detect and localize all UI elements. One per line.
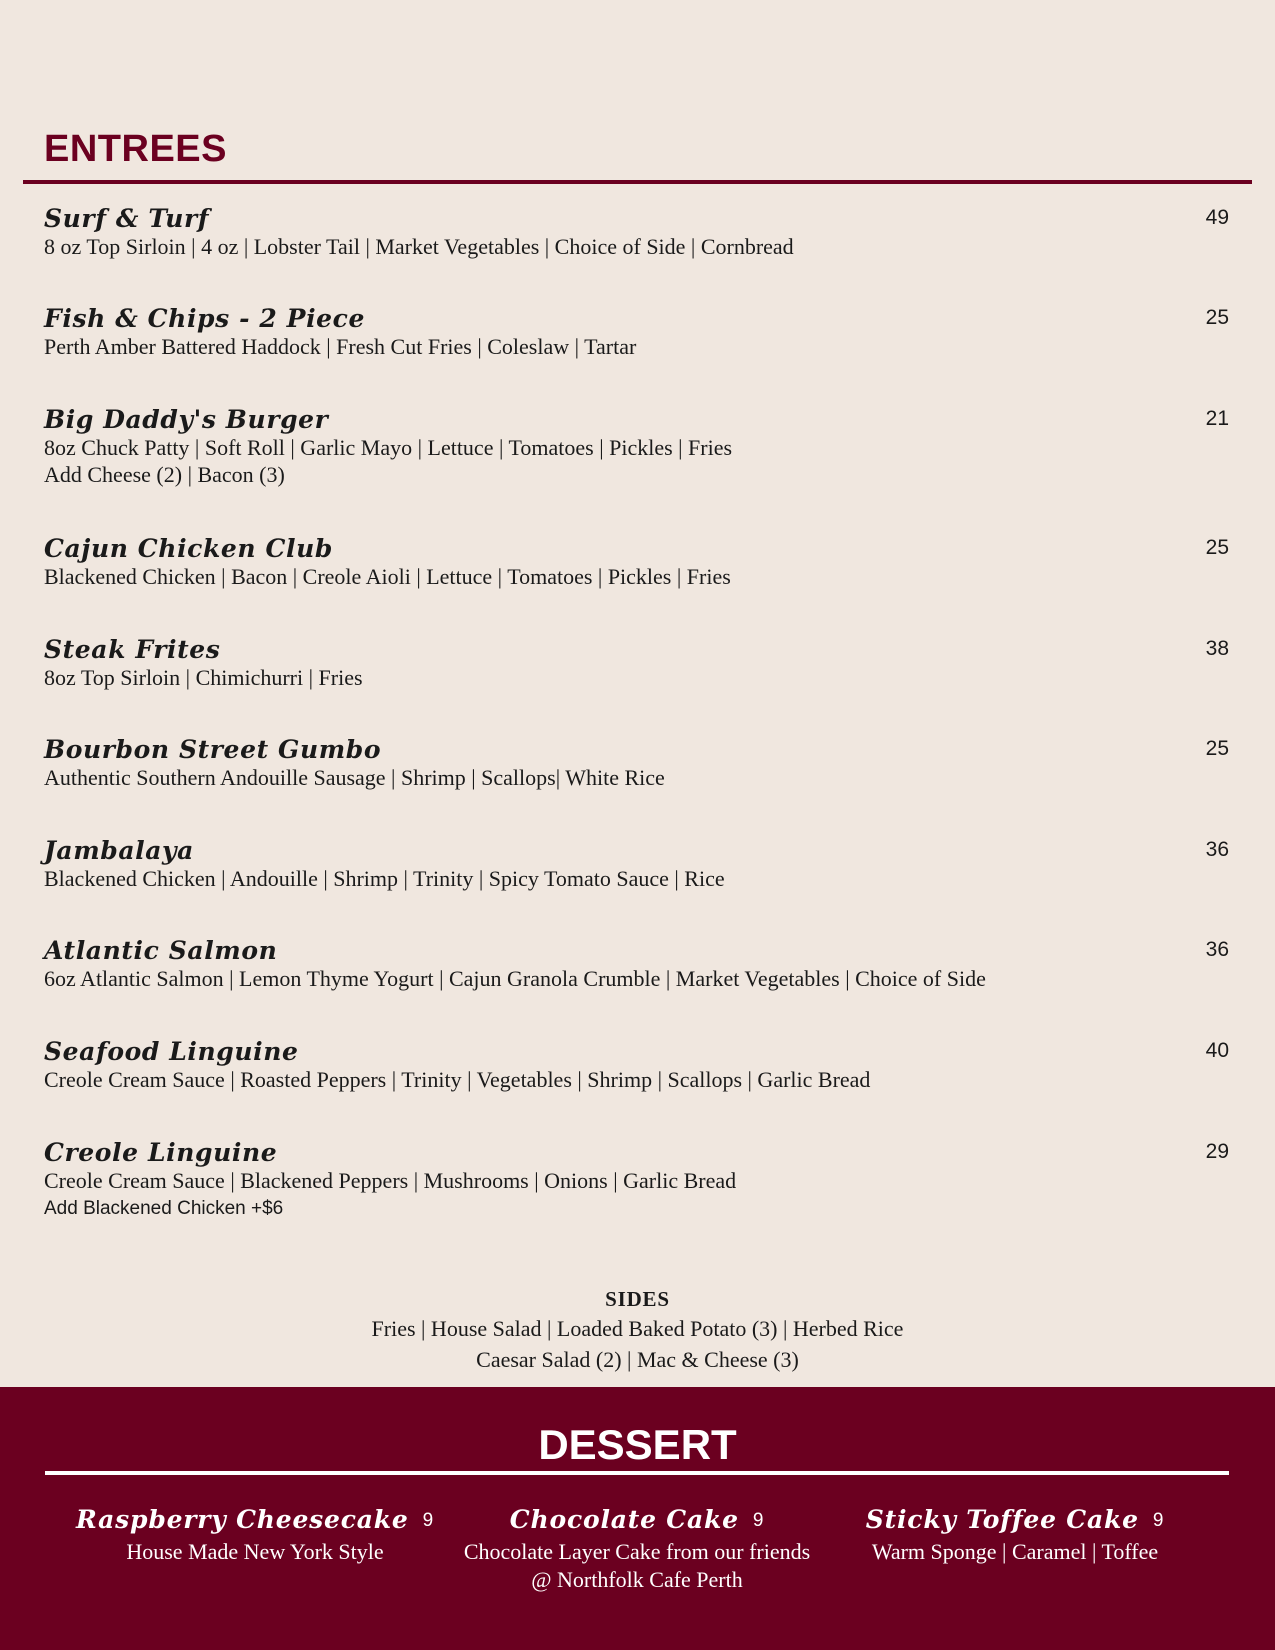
menu-item-surf-turf [44, 204, 1229, 261]
menu-item-big-daddys-burger [44, 405, 1229, 489]
dessert-heading: DESSERT [538, 1421, 737, 1468]
dessert-price: 9 [422, 1510, 434, 1531]
sides-list-line: Caesar Salad (2) | Mac & Cheese (3) [476, 1347, 799, 1372]
item-price: 49 [1205, 206, 1229, 229]
dessert-description-line2: @ Northfolk Cafe Perth [531, 1567, 743, 1592]
menu-item-bourbon-street-gumbo [44, 735, 1229, 792]
item-name: Creole Linguine [44, 1138, 278, 1167]
menu-item-steak-frites [44, 635, 1229, 692]
item-description: 8 oz Top Sirloin | 4 oz | Lobster Tail | Market Vegetables | Choice of Side | Cornbread [44, 234, 794, 259]
menu-item-seafood-linguine [44, 1037, 1229, 1094]
dessert-item-chocolate-cake [437, 1504, 837, 1593]
item-description: 8oz Top Sirloin | Chimichurri | Fries [44, 665, 363, 690]
menu-item-fish-chips [44, 304, 1229, 361]
entrees-divider [23, 180, 1252, 184]
item-description: Creole Cream Sauce | Blackened Peppers | Mushrooms | Onions | Garlic Bread [44, 1168, 737, 1193]
item-description: 6oz Atlantic Salmon | Lemon Thyme Yogurt | Cajun Granola Crumble | Market Vegetables | Choice of Side [44, 966, 986, 991]
item-description: Blackened Chicken | Andouille | Shrimp | Trinity | Spicy Tomato Sauce | Rice [44, 866, 725, 891]
item-price: 25 [1205, 737, 1229, 760]
item-description: Perth Amber Battered Haddock | Fresh Cut Fries | Coleslaw | Tartar [44, 334, 637, 359]
dessert-description: Warm Sponge | Caramel | Toffee [871, 1539, 1159, 1564]
menu-item-jambalaya [44, 836, 1229, 893]
item-price: 36 [1205, 838, 1229, 861]
item-description: 8oz Chuck Patty | Soft Roll | Garlic Mayo | Lettuce | Tomatoes | Pickles | Fries [44, 435, 733, 460]
item-description: Blackened Chicken | Bacon | Creole Aioli | Lettuce | Tomatoes | Pickles | Fries [44, 564, 731, 589]
item-name: Big Daddy's Burger [44, 405, 329, 434]
item-name: Bourbon Street Gumbo [44, 735, 382, 764]
item-name: Surf & Turf [44, 204, 210, 233]
item-name: Seafood Linguine [44, 1037, 299, 1066]
menu-item-cajun-chicken-club [44, 534, 1229, 591]
menu-item-creole-linguine [44, 1138, 1229, 1223]
dessert-description: House Made New York Style [126, 1539, 384, 1564]
dessert-price: 9 [752, 1510, 765, 1531]
item-name: Steak Frites [44, 635, 221, 664]
sides-heading: SIDES [605, 1287, 670, 1311]
dessert-price: 9 [1152, 1510, 1165, 1531]
item-price: 36 [1205, 938, 1229, 961]
item-price: 25 [1205, 536, 1229, 559]
dessert-name: Sticky Toffee Cake [865, 1505, 1139, 1534]
item-description: Creole Cream Sauce | Roasted Peppers | Trinity | Vegetables | Shrimp | Scallops | Garlic Bread [44, 1067, 871, 1092]
sides-section [0, 1285, 1275, 1375]
dessert-section [0, 1387, 1275, 1650]
item-name: Fish & Chips - 2 Piece [44, 304, 366, 333]
item-addons: Add Cheese (2) | Bacon (3) [44, 462, 285, 487]
item-price: 29 [1205, 1140, 1229, 1163]
dessert-item-sticky-toffee-cake [815, 1504, 1215, 1565]
dessert-divider [45, 1471, 1229, 1475]
dessert-item-raspberry-cheesecake [55, 1504, 455, 1565]
dessert-description: Chocolate Layer Cake from our friends [463, 1539, 811, 1564]
menu-item-atlantic-salmon [44, 936, 1229, 993]
item-price: 38 [1205, 637, 1229, 660]
entrees-heading: ENTREES [44, 128, 227, 170]
item-name: Atlantic Salmon [44, 936, 278, 965]
item-price: 25 [1205, 306, 1229, 329]
item-name: Cajun Chicken Club [44, 534, 333, 563]
item-price: 40 [1205, 1039, 1229, 1062]
item-price: 21 [1205, 407, 1229, 430]
item-description: Authentic Southern Andouille Sausage | Shrimp | Scallops| White Rice [44, 765, 665, 790]
dessert-name: Raspberry Cheesecake [76, 1505, 409, 1534]
item-name: Jambalaya [44, 836, 194, 865]
sides-list-line: Fries | House Salad | Loaded Baked Potato (3) | Herbed Rice [371, 1316, 904, 1341]
dessert-name: Chocolate Cake [509, 1505, 739, 1534]
item-addon-note: Add Blackened Chicken +$6 [44, 1198, 284, 1219]
